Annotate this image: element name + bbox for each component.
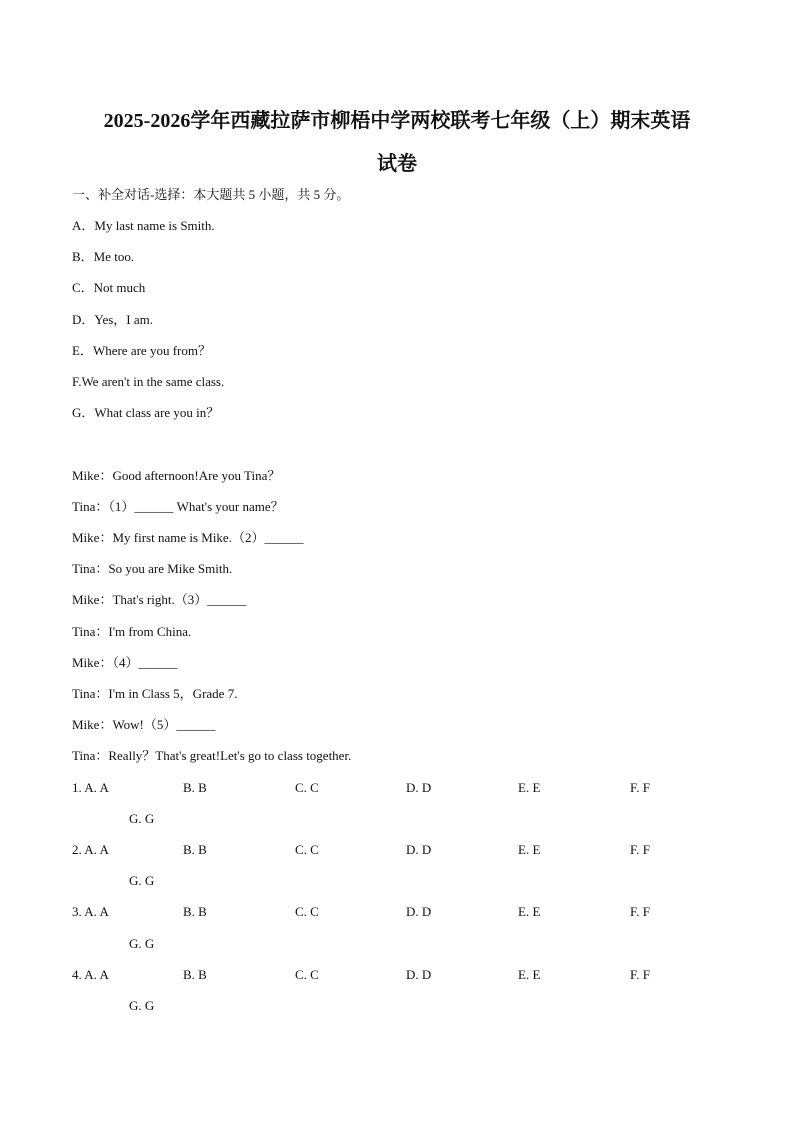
choice-b[interactable]: B. B (183, 780, 207, 795)
question-number: 2. A. A (72, 842, 109, 857)
option-c: C．Not much (72, 280, 146, 295)
dialogue-line: Mike：Wow!（5）______ (72, 717, 216, 732)
choice-e[interactable]: E. E (518, 967, 541, 982)
question-number: 1. A. A (72, 780, 109, 795)
choice-f[interactable]: F. F (630, 904, 650, 919)
choice-b[interactable]: B. B (183, 967, 207, 982)
exam-title (60, 100, 734, 186)
question-number: 3. A. A (72, 904, 109, 919)
choice-g[interactable]: G. G (129, 998, 155, 1013)
option-d: D．Yes，I am. (72, 312, 154, 327)
choice-a[interactable]: A. A (84, 842, 109, 857)
choice-d[interactable]: D. D (406, 780, 432, 795)
question-2 (72, 841, 712, 859)
choice-c[interactable]: C. C (295, 904, 319, 919)
question-number: 4. A. A (72, 967, 109, 982)
choice-a[interactable]: A. A (84, 904, 109, 919)
choice-f[interactable]: F. F (630, 842, 650, 857)
dialogue-line: Mike：Good afternoon!Are you Tina？ (72, 468, 281, 483)
choice-b[interactable]: B. B (183, 904, 207, 919)
exam-title-line1: 2025-2026学年西藏拉萨市柳梧中学两校联考七年级（上）期末英语 (103, 110, 691, 132)
dialogue-line: Tina：I'm in Class 5，Grade 7. (72, 686, 238, 701)
choice-a[interactable]: A. A (84, 967, 109, 982)
question-3 (72, 903, 712, 921)
choice-e[interactable]: E. E (518, 842, 541, 857)
exam-title-line2: 试卷 (377, 153, 417, 175)
choice-c[interactable]: C. C (295, 842, 319, 857)
choice-f[interactable]: F. F (630, 967, 650, 982)
question-1 (72, 779, 712, 797)
option-f: F.We aren't in the same class. (72, 374, 225, 389)
choice-c[interactable]: C. C (295, 967, 319, 982)
option-a: A．My last name is Smith. (72, 218, 215, 233)
choice-g[interactable]: G. G (129, 811, 155, 826)
option-e: E．Where are you from？ (72, 343, 211, 358)
option-b: B．Me too. (72, 249, 135, 264)
option-g: G．What class are you in？ (72, 405, 220, 420)
choice-a[interactable]: A. A (84, 780, 109, 795)
choice-d[interactable]: D. D (406, 967, 432, 982)
question-4 (72, 966, 712, 984)
choice-g[interactable]: G. G (129, 873, 155, 888)
choice-d[interactable]: D. D (406, 842, 432, 857)
dialogue-line: Tina：I'm from China. (72, 624, 192, 639)
dialogue-line: Mike：That's right.（3）______ (72, 592, 247, 607)
dialogue-line: Tina：So you are Mike Smith. (72, 561, 233, 576)
section-heading: 一、补全对话-选择：本大题共 5 小题，共 5 分。 (72, 187, 350, 202)
choice-e[interactable]: E. E (518, 780, 541, 795)
choice-c[interactable]: C. C (295, 780, 319, 795)
choice-b[interactable]: B. B (183, 842, 207, 857)
dialogue-line: Tina：（1）______ What's your name？ (72, 499, 284, 514)
choice-g[interactable]: G. G (129, 936, 155, 951)
choice-f[interactable]: F. F (630, 780, 650, 795)
choice-d[interactable]: D. D (406, 904, 432, 919)
dialogue-line: Tina：Really？That's great!Let's go to class together. (72, 748, 352, 763)
dialogue-line: Mike：My first name is Mike.（2）______ (72, 530, 304, 545)
dialogue-line: Mike：（4）______ (72, 655, 178, 670)
choice-e[interactable]: E. E (518, 904, 541, 919)
